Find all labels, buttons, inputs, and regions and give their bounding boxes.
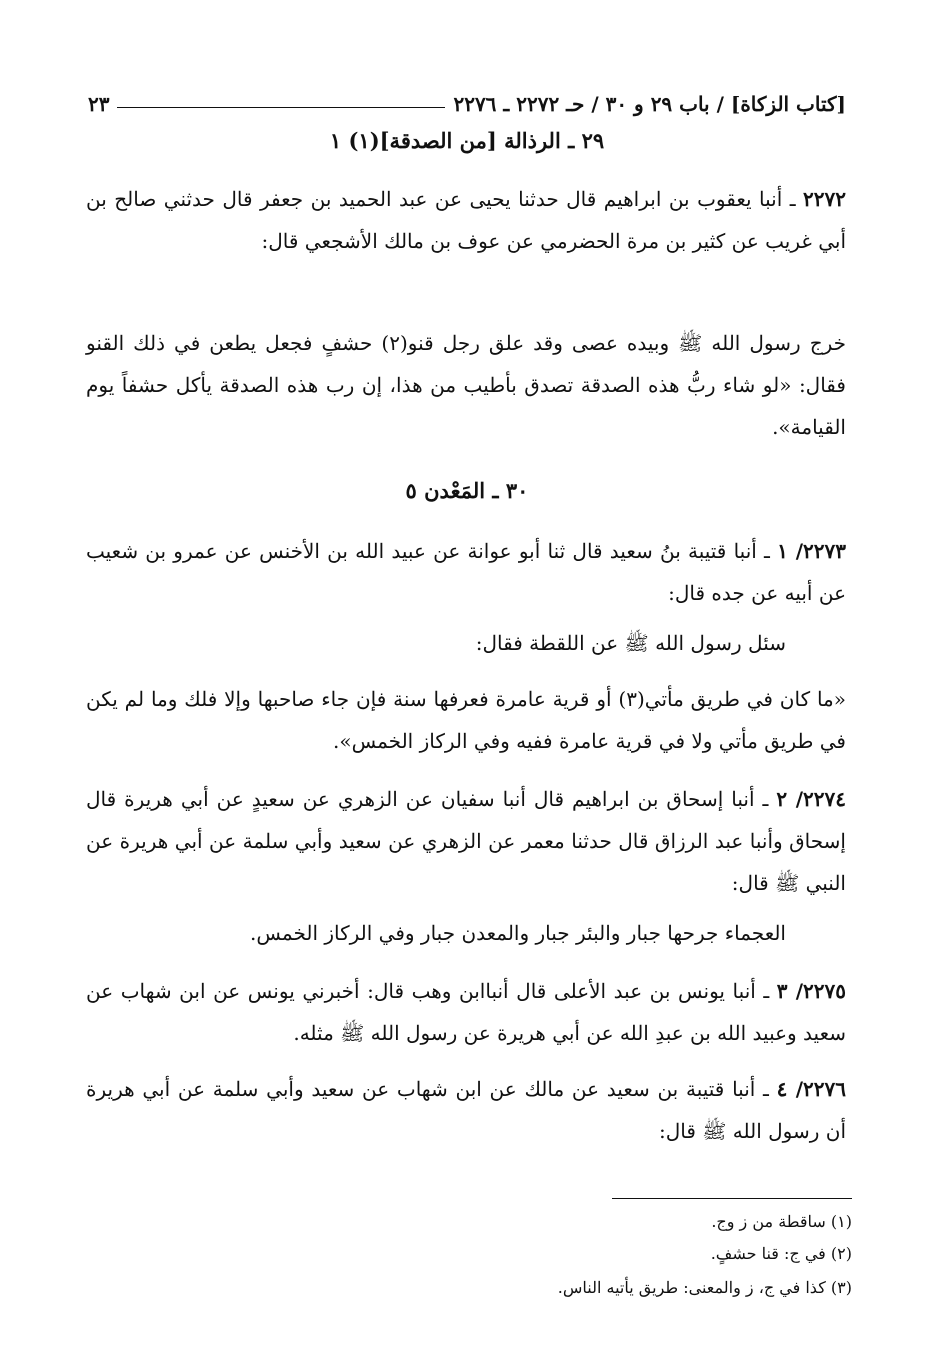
section-29-heading: ٢٩ ـ الرذالة [من الصدقة](١) ١ xyxy=(329,128,605,153)
hadith-2272-isnad xyxy=(86,178,846,262)
hadith-2273-isnad xyxy=(86,530,846,614)
running-title: [كتاب الزكاة] / باب ٢٩ و ٣٠ / حـ ٢٢٧٢ ـ ٢٢٧٦ xyxy=(453,92,846,116)
hadith-2274-matn: العجماء جرحها جبار والبئر جبار والمعدن جبار وفي الركاز الخمس. xyxy=(250,921,786,945)
hadith-text: ـ أنبا قتيبة بنُ سعيد قال ثنا أبو عوانة عن عبيد الله بن الأخنس عن عمرو بن شعيب عن أبيه عن جده قال: xyxy=(86,539,846,605)
hadith-number: ٢٢٧٦/ ٤ xyxy=(776,1077,846,1101)
footnote-1: (١) ساقطة من ز وج. xyxy=(711,1212,852,1231)
hadith-2272-matn: خرج رسول الله ﷺ وبيده عصى وقد علق رجل قنو(٢) حشفٍ فجعل يطعن في ذلك القنو فقال: «لو شاء ربُّ هذه الصدقة تصدق بأطيب من هذا، إن رب هذه الصدقة يأكل حشفاً يوم القيامة». xyxy=(86,331,846,439)
hadith-number: ٢٢٧٢ xyxy=(803,187,846,211)
page-header xyxy=(88,82,846,116)
footnote-2: (٢) في ج: قنا حشفٍ. xyxy=(710,1244,852,1263)
section-30-heading: ٣٠ ـ المَعْدن ٥ xyxy=(405,478,529,503)
hadith-2276-isnad xyxy=(86,1068,846,1152)
hadith-number: ٢٢٧٣/ ١ xyxy=(777,539,846,563)
hadith-text: ـ أنبا إسحاق بن ابراهيم قال أنبا سفيان عن الزهري عن سعيدٍ عن أبي هريرة قال إسحاق وأنبا عبد الرزاق قال حدثنا معمر عن الزهري عن سعيد وأبي سلمة عن أبي هريرة عن النبي ﷺ قال: xyxy=(86,787,846,895)
hadith-2273-matn: «ما كان في طريق مأتي(٣) أو قرية عامرة فعرفها سنة فإن جاء صاحبها وإلا فلك وما لم يكن في طريق مأتي ولا في قرية عامرة ففيه وفي الركاز الخمس». xyxy=(86,687,846,753)
hadith-text: ـ أنبا قتيبة بن سعيد عن مالك عن ابن شهاب عن سعيد وأبي سلمة عن أبي هريرة أن رسول الله ﷺ قال: xyxy=(86,1077,846,1143)
hadith-2274-isnad xyxy=(86,778,846,904)
footnote-rule xyxy=(612,1198,852,1199)
page-number: ٢٣ xyxy=(88,92,110,116)
header-rule xyxy=(117,107,445,108)
hadith-2275-isnad xyxy=(86,970,846,1054)
hadith-text: ـ أنبا يونس بن عبد الأعلى قال أنباابن وهب قال: أخبرني يونس عن ابن شهاب عن سعيد وعبيد الله بن عبدِ الله عن أبي هريرة عن رسول الله ﷺ مثله. xyxy=(86,979,846,1045)
hadith-2273-line: سئل رسول الله ﷺ عن اللقطة فقال: xyxy=(475,631,786,655)
footnote-3: (٣) كذا في ج، ز والمعنى: طريق يأتيه الناس. xyxy=(557,1278,852,1297)
hadith-text: ـ أنبا يعقوب بن ابراهيم قال حدثنا يحيى عن عبد الحميد بن جعفر قال حدثني صالح بن أبي غريب عن كثير بن مرة الحضرمي عن عوف بن مالك الأشجعي قال: xyxy=(86,187,846,253)
hadith-number: ٢٢٧٥/ ٣ xyxy=(776,979,846,1003)
hadith-number: ٢٢٧٤/ ٢ xyxy=(776,787,846,811)
